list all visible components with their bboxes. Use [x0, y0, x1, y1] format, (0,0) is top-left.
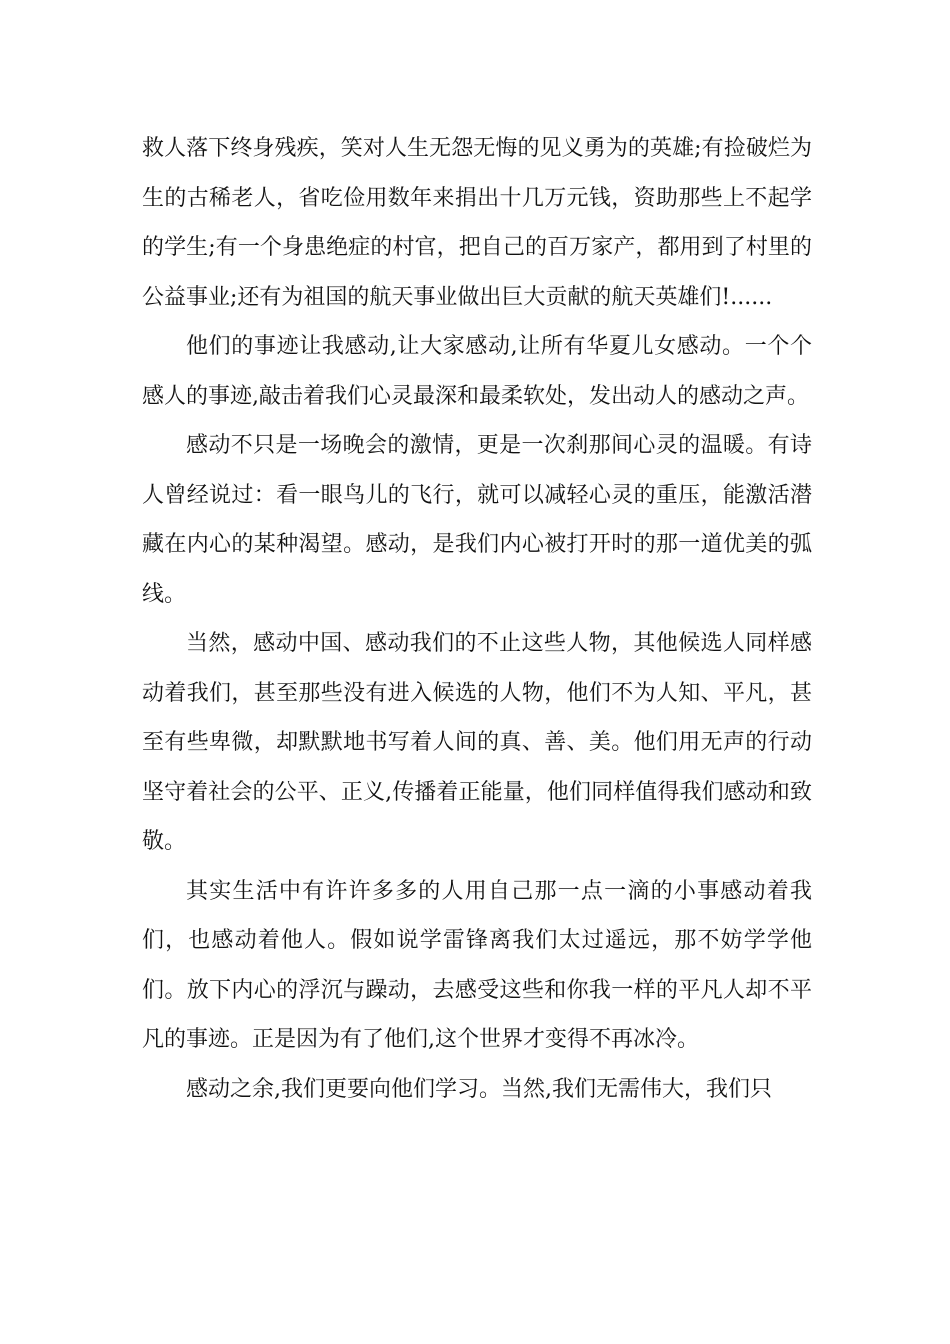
- body-text: [142, 124, 812, 1114]
- paragraph-5: 其实生活中有许许多多的人用自己那一点一滴的小事感动着我们，也感动着他人。假如说学雷锋离我们太过遥远，那不妨学学他们。放下内心的浮沉与躁动，去感受这些和你我一样的平凡人却不平凡的事迹。正是因为有了他们,这个世界才变得不再冰冷。: [142, 878, 812, 1052]
- paragraph-3: 感动不只是一场晚会的激情，更是一次刹那间心灵的温暖。有诗人曾经说过：看一眼鸟儿的飞行，就可以减轻心灵的重压，能激活潜藏在内心的某种渴望。感动，是我们内心被打开时的那一道优美的弧线。: [142, 433, 812, 607]
- paragraph-6: 感动之余,我们更要向他们学习。当然,我们无需伟大，我们只: [186, 1076, 772, 1102]
- paragraph-4: 当然，感动中国、感动我们的不止这些人物，其他候选人同样感动着我们，甚至那些没有进入候选的人物，他们不为人知、平凡，甚至有些卑微，却默默地书写着人间的真、善、美。他们用无声的行动坚守着社会的公平、正义,传播着正能量，他们同样值得我们感动和致敬。: [142, 631, 812, 854]
- paragraph-2: 他们的事迹让我感动,让大家感动,让所有华夏儿女感动。一个个感人的事迹,敲击着我们心灵最深和最柔软处，发出动人的感动之声。: [142, 334, 812, 409]
- paragraph-1: 救人落下终身残疾，笑对人生无怨无悔的见义勇为的英雄;有捡破烂为生的古稀老人，省吃俭用数年来捐出十几万元钱，资助那些上不起学的学生;有一个身患绝症的村官，把自己的百万家产，都用到了村里的公益事业;还有为祖国的航天事业做出巨大贡献的航天英雄们!......: [142, 136, 812, 310]
